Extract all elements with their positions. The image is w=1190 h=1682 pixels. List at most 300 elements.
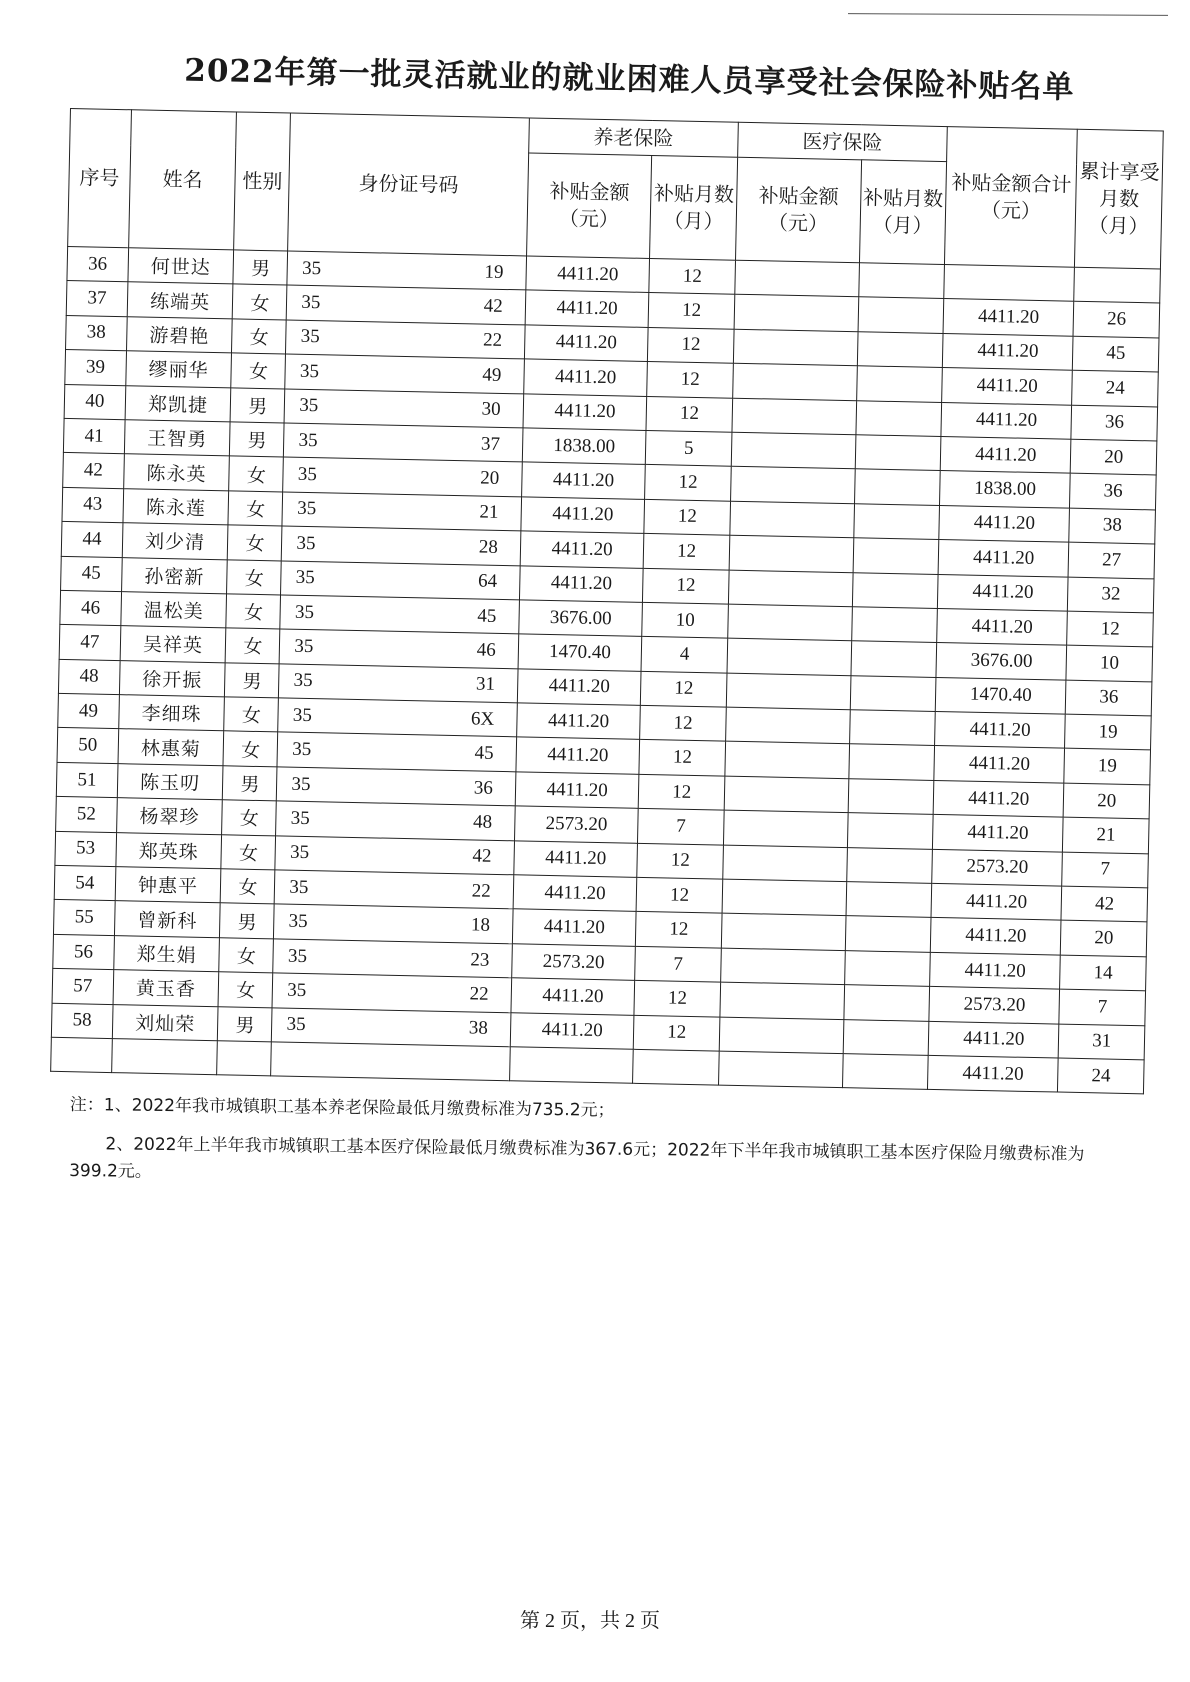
cell-sex: 女: [229, 456, 284, 491]
cell-medical-months: [845, 916, 931, 952]
id-suffix: 22: [469, 983, 489, 1005]
id-prefix: 35: [291, 738, 312, 761]
cell-pension-amount: 4411.20: [524, 325, 648, 362]
cell-total: 4411.20: [937, 574, 1068, 611]
cell-name: 刘灿荣: [112, 1004, 218, 1041]
cell-sex: 女: [228, 525, 283, 560]
cell-sex: 女: [218, 972, 273, 1007]
cell-seq: 39: [65, 350, 126, 386]
cell-pension-months: 12: [649, 293, 735, 329]
cell-cumulative: 19: [1065, 714, 1151, 750]
cell-medical-months: [848, 744, 934, 780]
cell-name: 孙密新: [121, 557, 227, 594]
cell-name: 杨翠珍: [116, 798, 222, 835]
cell-cumulative: 38: [1069, 508, 1155, 544]
cell-pension-months: 12: [644, 534, 730, 570]
cell-pension-months: [633, 1049, 719, 1085]
cell-sex: 女: [219, 938, 274, 973]
cell-pension-months: 12: [645, 465, 731, 501]
cell-name: 郑凯捷: [125, 385, 231, 422]
id-suffix: 38: [468, 1017, 489, 1040]
cell-total: 4411.20: [938, 540, 1069, 577]
cell-pension-months: 12: [647, 362, 733, 398]
id-suffix: 18: [470, 914, 491, 936]
cell-medical-months: [853, 538, 939, 574]
cell-seq: 44: [61, 522, 122, 558]
cell-sex: 女: [227, 559, 282, 594]
cell-cumulative: 31: [1059, 1024, 1145, 1060]
cell-id: [275, 870, 514, 909]
cell-pension-months: 12: [636, 912, 722, 948]
cell-medical-amount: [729, 535, 853, 572]
id-prefix: 35: [293, 670, 313, 692]
cell-total: 4411.20: [930, 952, 1061, 989]
header-total: 补贴金额合计（元）: [945, 127, 1078, 268]
cell-id: [282, 526, 521, 565]
cell-pension-amount: 4411.20: [510, 1012, 634, 1049]
cell-medical-months: [850, 675, 936, 711]
id-prefix: 35: [290, 807, 311, 830]
cell-id: [273, 939, 512, 978]
cell-total: 4411.20: [932, 815, 1063, 852]
cell-pension-months: 7: [638, 809, 724, 845]
header-name: 姓名: [128, 110, 237, 250]
cell-seq: 41: [63, 418, 124, 454]
table-body: [51, 246, 1161, 1094]
cell-medical-months: [843, 1019, 929, 1055]
cell-total: 1838.00: [940, 471, 1071, 508]
note-2: 2、2022年上半年我市城镇职工基本医疗保险最低月缴费标准为367.6元；2022年下半年我市城镇职工基本医疗保险月缴费标准为399.2元。: [69, 1134, 1085, 1182]
cell-sex: 男: [223, 766, 278, 801]
cell-medical-amount: [721, 914, 845, 951]
cell-medical-months: [851, 607, 937, 643]
cell-pension-months: 12: [641, 671, 727, 707]
cell-id: [272, 1007, 511, 1046]
cell-medical-amount: [719, 1017, 843, 1054]
cell-total: 4411.20: [937, 608, 1068, 645]
cell-seq: 37: [66, 281, 127, 317]
cell-id: [285, 354, 524, 393]
cell-name: 陈玉叨: [117, 763, 223, 800]
cell-name: 郑生娟: [113, 935, 219, 972]
cell-pension-amount: 1838.00: [522, 428, 646, 465]
cell-cumulative: 26: [1074, 302, 1160, 338]
cell-pension-months: 12: [648, 327, 734, 363]
cell-pension-months: 12: [639, 740, 725, 776]
cell-medical-months: [853, 503, 939, 539]
cell-cumulative: 21: [1063, 817, 1149, 853]
cell-id: [275, 836, 514, 875]
cell-total: 4411.20: [942, 333, 1073, 370]
cell-medical-months: [846, 847, 932, 883]
cell-pension-months: 12: [639, 774, 725, 810]
cell-cumulative: 24: [1058, 1058, 1144, 1094]
cell-pension-amount: 3676.00: [519, 600, 643, 637]
id-suffix: 37: [480, 433, 501, 455]
header-medical-amount: 补贴金额（元）: [735, 157, 861, 263]
cell-medical-months: [854, 469, 940, 505]
cell-medical-amount: [725, 742, 849, 779]
cell-pension-amount: 4411.20: [523, 359, 647, 396]
id-prefix: 35: [297, 463, 318, 486]
id-prefix: 35: [292, 704, 313, 726]
cell-medical-months: [846, 882, 932, 918]
id-suffix: 28: [478, 536, 499, 558]
cell-id: [287, 251, 526, 290]
cell-seq: 40: [64, 384, 125, 420]
cell-total: 4411.20: [928, 1021, 1059, 1058]
id-suffix: 22: [471, 880, 491, 902]
id-suffix: 6X: [470, 708, 495, 730]
id-prefix: 35: [288, 910, 308, 933]
cell-pension-amount: 4411.20: [523, 393, 647, 430]
cell-medical-amount: [724, 776, 848, 813]
cell-sex: [217, 1041, 272, 1076]
header-sex: 性别: [234, 112, 291, 251]
header-pension-group: 养老保险: [528, 118, 738, 157]
cell-medical-months: [843, 985, 929, 1021]
cell-seq: 43: [62, 487, 123, 523]
cell-total: 3676.00: [936, 643, 1067, 680]
id-prefix: 35: [287, 979, 307, 1001]
cell-sex: 男: [230, 422, 285, 457]
cell-sex: 男: [218, 1006, 273, 1041]
cell-name: 李细珠: [118, 695, 224, 732]
cell-cumulative: 32: [1068, 577, 1154, 613]
id-suffix: 20: [480, 467, 500, 489]
cell-medical-amount: [726, 673, 850, 710]
cell-id: [286, 320, 525, 359]
header-pension-amount: 补贴金额（元）: [526, 153, 652, 259]
cell-id: [272, 973, 511, 1012]
cell-medical-amount: [728, 570, 852, 607]
id-prefix: 35: [289, 842, 310, 864]
cell-seq: 46: [60, 590, 121, 626]
cell-total: 4411.20: [943, 299, 1074, 336]
cell-medical-amount: [732, 398, 856, 435]
id-prefix: 35: [296, 532, 316, 554]
cell-id: [287, 285, 526, 324]
cell-id: [284, 423, 523, 462]
scan-edge-line: [848, 13, 1168, 16]
cell-cumulative: 20: [1061, 921, 1147, 957]
cell-id: [278, 698, 517, 737]
cell-sex: 女: [226, 628, 281, 663]
cell-cumulative: 12: [1067, 611, 1153, 647]
cell-medical-months: [858, 263, 944, 299]
cell-pension-amount: 4411.20: [512, 909, 636, 946]
id-suffix: 42: [483, 295, 503, 318]
cell-id: [281, 560, 520, 599]
cell-seq: 56: [53, 934, 114, 970]
cell-name: [111, 1039, 217, 1076]
cell-cumulative: 36: [1071, 405, 1157, 441]
cell-name: 林惠菊: [118, 729, 224, 766]
cell-medical-months: [848, 779, 934, 815]
cell-id: [277, 732, 516, 771]
cell-name: 郑英珠: [116, 832, 222, 869]
cell-seq: 55: [53, 900, 114, 936]
id-suffix: 64: [477, 570, 498, 593]
cell-pension-amount: 2573.20: [511, 944, 635, 981]
cell-medical-amount: [730, 467, 854, 504]
cell-id: [279, 629, 518, 668]
id-prefix: 35: [299, 395, 319, 417]
cell-name: 刘少清: [122, 523, 228, 560]
cell-pension-amount: 4411.20: [521, 497, 645, 534]
cell-medical-amount: [734, 295, 858, 332]
cell-pension-months: 12: [637, 877, 723, 913]
document-title: 2022年第一批灵活就业的就业困难人员享受社会保险补贴名单: [184, 52, 1075, 106]
cell-sex: 女: [232, 319, 287, 354]
cell-medical-amount: [721, 948, 845, 985]
notes-section: [69, 1092, 1130, 1196]
cell-sex: 女: [231, 353, 286, 388]
cell-medical-amount: [718, 1051, 842, 1088]
cell-seq: 49: [58, 693, 119, 729]
cell-sex: 女: [221, 834, 276, 869]
cell-pension-amount: 4411.20: [511, 978, 635, 1015]
cell-seq: 58: [51, 1003, 112, 1039]
cell-pension-amount: 4411.20: [519, 565, 643, 602]
cell-medical-amount: [735, 260, 859, 297]
cell-cumulative: 10: [1066, 645, 1152, 681]
cell-name: 黄玉香: [113, 970, 219, 1007]
id-suffix: 21: [479, 501, 499, 524]
cell-name: 徐开振: [119, 660, 225, 697]
id-prefix: 35: [289, 876, 309, 898]
id-suffix: 31: [475, 673, 496, 696]
id-prefix: 35: [286, 1013, 306, 1036]
cell-sex: 女: [221, 869, 276, 904]
cell-medical-amount: [730, 501, 854, 538]
cell-medical-months: [857, 332, 943, 368]
cell-total: 2573.20: [932, 849, 1063, 886]
cell-cumulative: [1074, 267, 1160, 303]
cell-id: [279, 664, 518, 703]
cell-medical-amount: [725, 707, 849, 744]
cell-medical-months: [858, 297, 944, 333]
cell-pension-months: 12: [640, 705, 726, 741]
id-prefix: 35: [294, 601, 315, 623]
cell-total: 4411.20: [931, 883, 1062, 920]
cell-sex: 女: [222, 800, 277, 835]
cell-name: 温松美: [121, 592, 227, 629]
id-prefix: 35: [301, 291, 321, 314]
header-cumulative: 累计享受月数（月）: [1075, 129, 1163, 269]
cell-pension-amount: 4411.20: [516, 737, 640, 774]
cell-name: 王智勇: [124, 420, 230, 457]
cell-pension-months: 12: [644, 499, 730, 535]
cell-cumulative: 24: [1072, 370, 1158, 406]
cell-sex: 女: [224, 697, 279, 732]
id-suffix: 22: [482, 330, 503, 352]
cell-total: 4411.20: [928, 1055, 1059, 1092]
header-medical-months: 补贴月数（月）: [859, 160, 947, 265]
header-id: 身份证号码: [288, 113, 529, 256]
cell-medical-months: [842, 1054, 928, 1090]
cell-medical-months: [851, 641, 937, 677]
header-medical-group: 医疗保险: [738, 122, 948, 161]
cell-cumulative: 20: [1064, 783, 1150, 819]
cell-seq: 54: [54, 865, 115, 901]
cell-sex: 女: [233, 284, 288, 319]
cell-medical-months: [856, 366, 942, 402]
cell-medical-amount: [723, 845, 847, 882]
cell-id: [283, 457, 522, 496]
cell-pension-amount: [509, 1047, 633, 1084]
cell-pension-amount: 4411.20: [513, 875, 637, 912]
cell-pension-months: 12: [634, 1015, 720, 1051]
note-1: 注：1、2022年我市城镇职工基本养老保险最低月缴费标准为735.2元；: [69, 1094, 615, 1121]
cell-medical-amount: [731, 432, 855, 469]
cell-pension-amount: 4411.20: [520, 531, 644, 568]
cell-name: 陈永英: [123, 454, 229, 491]
id-suffix: 23: [470, 948, 490, 971]
cell-name: 缪丽华: [126, 351, 232, 388]
cell-pension-months: 7: [635, 946, 721, 982]
cell-sex: 男: [230, 387, 285, 422]
cell-total: 4411.20: [930, 918, 1061, 955]
cell-total: 4411.20: [941, 402, 1072, 439]
cell-pension-months: 12: [646, 396, 732, 432]
cell-total: 4411.20: [939, 505, 1070, 542]
cell-medical-months: [855, 435, 941, 471]
cell-pension-amount: 4411.20: [525, 290, 649, 327]
cell-pension-amount: 4411.20: [526, 256, 650, 293]
cell-total: 1470.40: [935, 677, 1066, 714]
cell-id: [284, 389, 523, 428]
id-suffix: 48: [472, 811, 493, 833]
cell-pension-months: 12: [649, 258, 735, 294]
cell-cumulative: 45: [1073, 336, 1159, 372]
cell-name: 练端英: [127, 282, 233, 319]
cell-medical-amount: [727, 638, 851, 675]
cell-total: 4411.20: [935, 712, 1066, 749]
cell-name: 吴祥英: [120, 626, 226, 663]
id-prefix: 35: [300, 326, 320, 348]
cell-seq: 47: [59, 625, 120, 661]
cell-sex: 男: [225, 663, 280, 698]
id-suffix: 42: [472, 845, 492, 868]
cell-total: 4411.20: [933, 780, 1064, 817]
cell-pension-months: 4: [641, 637, 727, 673]
id-prefix: 35: [301, 257, 322, 279]
cell-total: 4411.20: [940, 436, 1071, 473]
cell-pension-months: 5: [646, 430, 732, 466]
cell-seq: 45: [61, 556, 122, 592]
cell-total: 2573.20: [929, 987, 1060, 1024]
cell-name: 钟惠平: [115, 867, 221, 904]
cell-pension-amount: 4411.20: [516, 703, 640, 740]
cell-seq: 57: [52, 969, 113, 1005]
subsidy-table-wrap: [50, 108, 1164, 1095]
page-footer: 第 2 页，共 2 页: [520, 1610, 660, 1632]
cell-cumulative: 7: [1059, 989, 1145, 1025]
cell-total: 4411.20: [934, 746, 1065, 783]
cell-id: [282, 492, 521, 531]
cell-sex: 男: [220, 903, 275, 938]
id-prefix: 35: [299, 360, 320, 383]
cell-seq: 51: [56, 762, 117, 798]
cell-pension-amount: 4411.20: [515, 772, 639, 809]
cell-medical-months: [844, 950, 930, 986]
cell-cumulative: 20: [1071, 439, 1157, 475]
cell-name: 游碧艳: [126, 316, 232, 353]
id-suffix: 45: [474, 742, 494, 765]
cell-name: 何世达: [128, 248, 234, 285]
cell-sex: 女: [226, 594, 281, 629]
cell-cumulative: 36: [1070, 474, 1156, 510]
id-prefix: 35: [298, 429, 318, 451]
cell-cumulative: 19: [1064, 749, 1150, 785]
cell-seq: 48: [58, 659, 119, 695]
cell-cumulative: 36: [1066, 680, 1152, 716]
cell-pension-months: 12: [637, 843, 723, 879]
cell-pension-months: 12: [643, 568, 729, 604]
cell-medical-months: [856, 400, 942, 436]
cell-cumulative: 42: [1061, 886, 1147, 922]
id-suffix: 30: [481, 398, 501, 421]
header-seq: 序号: [68, 109, 132, 248]
id-prefix: 35: [296, 498, 317, 520]
cell-pension-amount: 4411.20: [517, 669, 641, 706]
cell-cumulative: 14: [1060, 955, 1146, 991]
cell-medical-months: [852, 572, 938, 608]
cell-medical-amount: [720, 982, 844, 1019]
cell-medical-amount: [733, 363, 857, 400]
cell-medical-amount: [722, 879, 846, 916]
cell-seq: 42: [63, 453, 124, 489]
id-prefix: 35: [287, 945, 308, 967]
cell-sex: 女: [228, 491, 283, 526]
cell-pension-months: 12: [634, 981, 720, 1017]
cell-name: 曾新科: [114, 901, 220, 938]
cell-pension-amount: 2573.20: [514, 806, 638, 843]
cell-pension-amount: 4411.20: [521, 462, 645, 499]
cell-seq: 38: [66, 315, 127, 351]
cell-pension-amount: 1470.40: [518, 634, 642, 671]
id-prefix: 35: [294, 635, 314, 658]
cell-sex: 男: [233, 250, 288, 285]
cell-seq: 36: [67, 246, 128, 282]
header-pension-months: 补贴月数（月）: [650, 155, 738, 260]
cell-id: [276, 801, 515, 840]
cell-cumulative: 27: [1069, 542, 1155, 578]
subsidy-table: [50, 108, 1164, 1095]
cell-medical-months: [849, 710, 935, 746]
id-suffix: 36: [473, 777, 494, 799]
cell-medical-amount: [723, 810, 847, 847]
cell-medical-amount: [728, 604, 852, 641]
cell-cumulative: 7: [1062, 852, 1148, 888]
cell-id: [274, 904, 513, 943]
cell-pension-months: 10: [642, 602, 728, 638]
cell-name: 陈永莲: [123, 488, 229, 525]
id-suffix: 19: [484, 261, 504, 283]
id-suffix: 49: [482, 364, 502, 386]
id-suffix: 45: [477, 605, 497, 627]
cell-seq: 53: [55, 831, 116, 867]
cell-seq: 52: [56, 797, 117, 833]
cell-id: [280, 595, 519, 634]
id-prefix: 35: [295, 566, 315, 589]
id-prefix: 35: [291, 773, 311, 795]
cell-id: [271, 1042, 510, 1081]
cell-seq: 50: [57, 728, 118, 764]
cell-pension-amount: 4411.20: [514, 840, 638, 877]
cell-id: [277, 767, 516, 806]
